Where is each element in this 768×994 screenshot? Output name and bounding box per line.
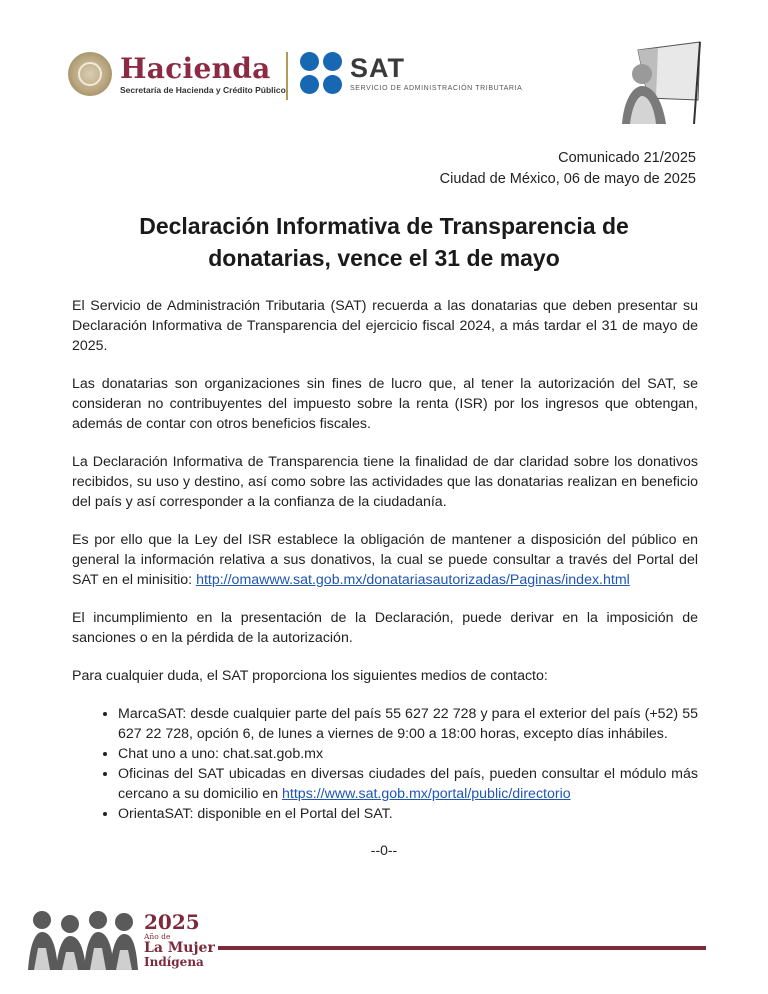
list-item xyxy=(118,764,698,804)
title-line-2: donatarias, vence el 31 de mayo xyxy=(208,245,560,271)
paragraph: Para cualquier duda, el SAT proporciona los siguientes medios de contacto: xyxy=(72,668,548,684)
sat-subtitle: SERVICIO DE ADMINISTRACIÓN TRIBUTARIA xyxy=(350,85,523,92)
year-badge xyxy=(144,912,215,969)
sat-title: SAT xyxy=(350,53,405,83)
year-sub: Año de xyxy=(144,932,171,941)
heroine-portrait-image xyxy=(608,40,708,124)
paragraph: El incumplimiento en la presentación de la Declaración, puede derivar en la imposición de sanciones o en la pérdida de la autorización. xyxy=(72,610,698,646)
list-item: • OrientaSAT: disponible en el Portal del SAT. xyxy=(118,804,698,824)
list-item-text: Oficinas del SAT ubicadas en diversas ciudades del país, pueden consultar el módulo más cercano a su domicilio en xyxy=(118,766,698,802)
minisitio-link[interactable]: http://omawww.sat.gob.mx/donatariasautorizadas/Paginas/index.html xyxy=(196,572,630,588)
footer-divider xyxy=(218,946,706,950)
end-mark: --0-- xyxy=(370,842,398,858)
title-line-1: Declaración Informativa de Transparencia de xyxy=(139,213,629,239)
page-title xyxy=(84,210,684,274)
indigenous-women-illustration xyxy=(26,898,140,970)
national-seal-icon xyxy=(68,52,112,96)
paragraph: La Declaración Informativa de Transparencia tiene la finalidad de dar claridad sobre los donativos recibidos, su uso y destino, así como sobre las actividades que las donatarias realizan en beneficio del país y así corresponder a la confianza de la ciudadanía. xyxy=(72,454,698,510)
release-info xyxy=(440,148,696,190)
year-line-1: La Mujer xyxy=(144,940,215,956)
logo-divider xyxy=(286,52,288,100)
release-number: Comunicado 21/2025 xyxy=(558,150,696,166)
paragraph: Las donatarias son organizaciones sin fines de lucro que, al tener la autorización del SAT, se consideran no contribuyentes del impuesto sobre la renta (ISR) por los ingresos que obtengan, además de contar con otros beneficios fiscales. xyxy=(72,376,698,432)
sat-dots-icon xyxy=(300,52,342,94)
contact-list xyxy=(72,704,698,824)
directory-link[interactable]: https://www.sat.gob.mx/portal/public/directorio xyxy=(282,786,571,802)
hacienda-logo xyxy=(68,52,286,96)
page-header xyxy=(68,40,708,120)
sat-logo xyxy=(300,52,522,94)
paragraph: El Servicio de Administración Tributaria (SAT) recuerda a las donatarias que deben presentar su Declaración Informativa de Transparencia del ejercicio fiscal 2024, a más tardar el 31 de mayo de 2025. xyxy=(72,298,698,354)
list-item: • Chat uno a uno: chat.sat.gob.mx xyxy=(118,744,698,764)
page-footer xyxy=(26,898,716,974)
paragraph-minisitio xyxy=(72,530,698,590)
year-line-2: Indígena xyxy=(144,955,204,969)
year-number: 2025 xyxy=(144,910,200,934)
article-body xyxy=(72,296,698,824)
list-item: • MarcaSAT: desde cualquier parte del país 55 627 22 728 y para el exterior del país (+52) 55 627 22 728, opción 6, de lunes a viernes de 9:00 a 18:00 horas, excepto días inhábiles. xyxy=(118,704,698,744)
paragraph-text: Es por ello que la Ley del ISR establece la obligación de mantener a disposición del público en general la información relativa a sus donativos, la cual se puede consultar a través del Portal del SAT en el minisitio: xyxy=(72,532,698,588)
hacienda-title: Hacienda xyxy=(120,51,271,85)
release-place-date: Ciudad de México, 06 de mayo de 2025 xyxy=(439,171,696,187)
hacienda-subtitle: Secretaría de Hacienda y Crédito Público xyxy=(120,84,286,95)
